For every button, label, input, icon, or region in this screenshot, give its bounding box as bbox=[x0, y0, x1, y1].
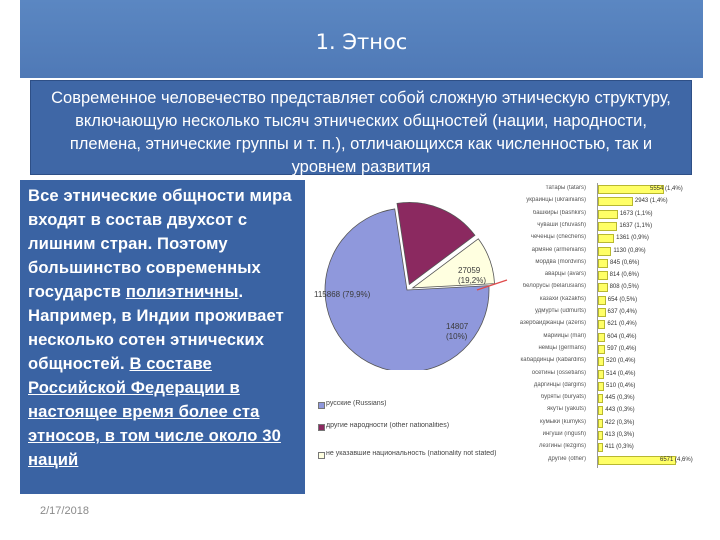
bar-value-label: 654 (0,5%) bbox=[607, 296, 638, 303]
pie-chart bbox=[312, 200, 512, 370]
bar-mark bbox=[598, 419, 603, 428]
legend-swatch bbox=[318, 452, 325, 459]
legend-swatch bbox=[318, 402, 325, 409]
bar-mark bbox=[598, 382, 604, 391]
legend-swatch bbox=[318, 424, 325, 431]
bar-value-label: 6571 (4,6%) bbox=[660, 456, 693, 463]
legend-item bbox=[318, 400, 518, 412]
bar-category-label: башкиры (bashkirs) bbox=[532, 209, 586, 216]
bar-category-label: ингуши (ingush) bbox=[542, 431, 586, 437]
bar-mark bbox=[598, 259, 608, 268]
bar-category-label: чеченцы (chechens) bbox=[530, 234, 586, 241]
bar-mark bbox=[598, 283, 608, 292]
bar-mark bbox=[598, 308, 606, 317]
bar-category-label: украинцы (ukrainians) bbox=[526, 197, 586, 204]
bar-value-label: 510 (0,4%) bbox=[606, 382, 636, 389]
pie-label-other: 27059 (19,2%) bbox=[458, 266, 487, 285]
bar-value-label: 1361 (0,9%) bbox=[616, 235, 649, 242]
bar-value-label: 1130 (0,8%) bbox=[613, 247, 646, 254]
bar-category-label: кумыки (kumyks) bbox=[539, 418, 586, 425]
bar-mark bbox=[598, 197, 633, 206]
bar-value-label: 597 (0,4%) bbox=[607, 345, 637, 352]
bar-value-label: 808 (0,5%) bbox=[609, 284, 639, 291]
bar-category-label: аварцы (avars) bbox=[544, 271, 586, 278]
bar-value-label: 422 (0,3%) bbox=[605, 419, 635, 426]
bar-mark bbox=[598, 247, 611, 256]
bar-value-label: 5554 (1,4%) bbox=[650, 186, 683, 192]
pie-legend bbox=[318, 400, 518, 462]
bar-category-label: мордва (mordvins) bbox=[535, 258, 586, 265]
bar-mark bbox=[598, 210, 618, 219]
bar-value-label: 2943 (1,4%) bbox=[634, 198, 668, 205]
bar-value-label: 621 (0,4%) bbox=[607, 321, 637, 328]
bar-value-label: 604 (0,4%) bbox=[607, 333, 637, 340]
body-text-segment: . Например, в Индии проживает несколько сотен этнических общностей. bbox=[28, 282, 284, 373]
bar-value-label: 1637 (1,1%) bbox=[619, 222, 653, 229]
bar-category-label: якуты (yakuts) bbox=[546, 406, 586, 413]
bar-category-label: немцы (germans) bbox=[538, 344, 586, 351]
bar-category-label: татары (tatars) bbox=[545, 185, 586, 191]
legend-item bbox=[318, 422, 518, 434]
bar-value-label: 413 (0,3%) bbox=[604, 432, 635, 438]
legend-label: не указавшие национальность (nationality not stated) bbox=[326, 450, 497, 457]
slide-title-bar bbox=[20, 0, 703, 78]
body-text-box bbox=[20, 180, 305, 494]
bar-mark bbox=[598, 357, 604, 366]
bar-chart bbox=[508, 181, 693, 471]
bar-category-label: марийцы (mari) bbox=[543, 332, 586, 339]
bar-category-label: казахи (kazakhs) bbox=[539, 295, 586, 302]
bar-mark bbox=[598, 333, 605, 342]
bar-category-label: лезгины (lezgins) bbox=[539, 443, 586, 450]
bar-mark bbox=[598, 296, 606, 305]
intro-text-box: Современное человечество представляет собой сложную этническую структуру, включающую несколько тысяч этнических общностей (нации, народности, племена, этнические группы и т. п.), отличающихся как численностью, так и уровнем развития bbox=[30, 80, 692, 175]
bar-mark bbox=[598, 406, 603, 415]
bar-mark bbox=[598, 345, 605, 354]
slide-title: 1. Этнос bbox=[315, 30, 408, 54]
bar-mark bbox=[598, 431, 603, 440]
bar-category-label: азербайджанцы (azeris) bbox=[519, 320, 586, 327]
bar-value-label: 845 (0,6%) bbox=[610, 259, 640, 266]
body-text-segment: В составе Российской Федерации в настоящее время более ста этносов, в том числе около 30 наций bbox=[28, 354, 281, 469]
bar-category-label: кабардинцы (kabardins) bbox=[520, 357, 586, 364]
body-text-segment: Все этнические общности мира входят в состав двухсот с лишним стран. Поэтому большинство современных государств bbox=[28, 186, 292, 301]
pie-label-not-stated: 14807 (10%) bbox=[446, 322, 469, 341]
bar-category-label: белорусы (belarusians) bbox=[522, 283, 586, 290]
bar-category-label: армяне (armenians) bbox=[531, 246, 586, 253]
bar-category-label: даргинцы (dargins) bbox=[533, 381, 586, 388]
bar-category-label: удмурты (udmurts) bbox=[534, 308, 586, 314]
bar-mark bbox=[598, 370, 604, 379]
slide-date: 2/17/2018 bbox=[40, 505, 89, 517]
bar-value-label: 514 (0,4%) bbox=[606, 370, 636, 377]
body-text-segment: полиэтничны bbox=[125, 282, 239, 301]
bar-mark bbox=[598, 234, 614, 243]
legend-label: другие народности (other nationalities) bbox=[326, 422, 450, 429]
bar-value-label: 814 (0,6%) bbox=[609, 272, 640, 279]
bar-value-label: 637 (0,4%) bbox=[607, 309, 637, 315]
bar-category-label: буряты (buryats) bbox=[540, 394, 586, 401]
bar-mark bbox=[598, 271, 608, 280]
bar-value-label: 411 (0,3%) bbox=[604, 444, 634, 451]
bar-category-label: осетины (ossetians) bbox=[531, 369, 586, 376]
bar-value-label: 520 (0,4%) bbox=[606, 358, 636, 365]
bar-category-label: чуваши (chuvash) bbox=[537, 221, 586, 228]
bar-mark bbox=[598, 222, 617, 231]
legend-item bbox=[318, 450, 518, 462]
legend-label: русские (Russians) bbox=[326, 400, 387, 407]
bar-category-label: другие (other) bbox=[548, 455, 586, 462]
pie-label-russians: 115868 (79,9%) bbox=[314, 290, 371, 299]
bar-mark bbox=[598, 394, 603, 403]
bar-value-label: 443 (0,3%) bbox=[605, 407, 635, 414]
bar-mark bbox=[598, 320, 605, 329]
bar-value-label: 445 (0,3%) bbox=[605, 395, 635, 402]
bar-value-label: 1673 (1,1%) bbox=[619, 210, 653, 217]
bar-mark bbox=[598, 443, 603, 452]
